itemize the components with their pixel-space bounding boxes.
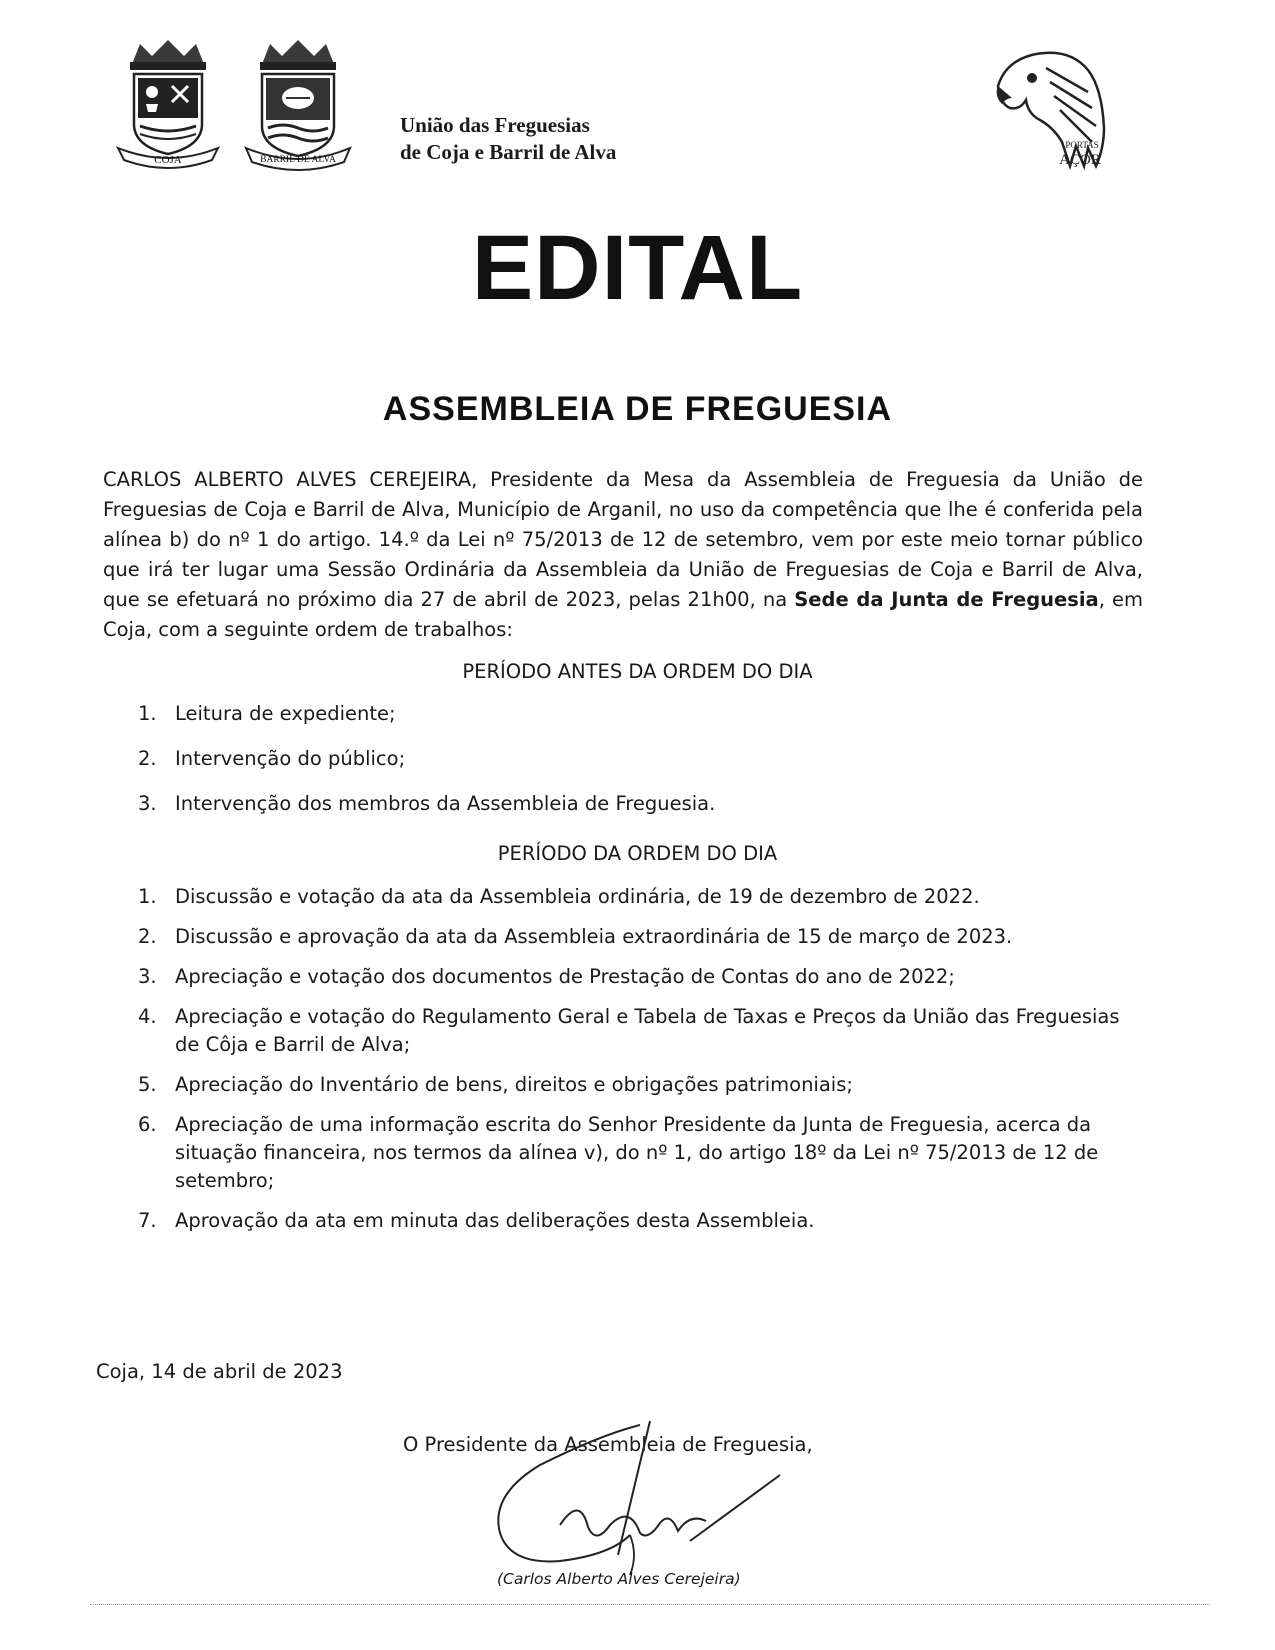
eagle-logo-text-portas: PORTAS <box>1065 140 1099 150</box>
coja-crest-label: COJA <box>154 154 182 166</box>
intro-bold-location: Sede da Junta de Freguesia <box>794 588 1099 611</box>
list-item: 2. Discussão e aprovação da ata da Assembleia extraordinária de 15 de março de 2023. <box>138 925 1013 948</box>
org-name-line2: de Coja e Barril de Alva <box>400 140 617 164</box>
section1-title: PERÍODO ANTES DA ORDEM DO DIA <box>462 660 813 683</box>
barril-crest-label: BARRIL DE ALVA <box>260 155 336 165</box>
place-and-date: Coja, 14 de abril de 2023 <box>96 1360 343 1383</box>
eagle-logo-text-acor: AÇOR <box>1059 152 1101 168</box>
footer-divider <box>90 1604 1210 1605</box>
list-item: 1. Leitura de expediente; <box>138 702 396 725</box>
document-title: EDITAL <box>471 217 804 319</box>
list-item: 7. Aprovação da ata em minuta das deliberações desta Assembleia. <box>138 1209 815 1232</box>
coja-crest-logo <box>112 36 224 171</box>
list-item: 2. Intervenção do público; <box>138 747 406 770</box>
eagle-logo <box>992 38 1122 178</box>
list-item: 6. Apreciação de uma informação escrita do Senhor Presidente da Junta de Freguesia, acerca da situação financeira, nos termos da alínea v), do nº 1, do artigo 18º da Lei nº 75/2013 de 12 de setembro; <box>138 1113 1099 1192</box>
list-item: 5. Apreciação do Inventário de bens, direitos e obrigações patrimoniais; <box>138 1073 853 1096</box>
signatory-name: (Carlos Alberto Alves Cerejeira) <box>497 1570 741 1588</box>
intro-paragraph <box>103 465 1143 645</box>
organization-name <box>400 112 616 166</box>
org-name-line1: União das Freguesias <box>400 113 590 137</box>
document-subtitle: ASSEMBLEIA DE FREGUESIA <box>382 390 893 428</box>
list-item: 3. Intervenção dos membros da Assembleia de Freguesia. <box>138 792 716 815</box>
section1-list <box>130 700 1145 818</box>
signatory-title: O Presidente da Assembleia de Freguesia, <box>403 1433 813 1456</box>
section2-list <box>130 883 1145 1235</box>
list-item: 1. Discussão e votação da ata da Assembleia ordinária, de 19 de dezembro de 2022. <box>138 885 980 908</box>
list-item: 4. Apreciação e votação do Regulamento Geral e Tabela de Taxas e Preços da União das Freguesias de Côja e Barril de Alva; <box>138 1005 1120 1056</box>
intro-part1: CARLOS ALBERTO ALVES CEREJEIRA, Presidente da Mesa da Assembleia de Freguesia da União de Freguesias de Coja e Barril de Alva, Município de Arganil, no uso da competência que lhe é conferida pela alínea b) do nº 1 do artigo. 14.º da Lei nº 75/2013 de 12 de setembro, vem por este meio tornar público que irá ter lugar uma Sessão Ordinária da Assembleia da União de Freguesias de Coja e Barril de Alva, que se efetuará no próximo dia 27 de abril de 2023, pelas 21h00, na <box>103 468 1143 611</box>
section2-title: PERÍODO DA ORDEM DO DIA <box>497 842 778 865</box>
handwritten-signature <box>480 1415 810 1585</box>
intro-part2: , em Coja, com a seguinte ordem de trabalhos: <box>103 588 1144 641</box>
list-item: 3. Apreciação e votação dos documentos de Prestação de Contas do ano de 2022; <box>138 965 955 988</box>
barril-de-alva-crest-logo <box>238 36 358 171</box>
